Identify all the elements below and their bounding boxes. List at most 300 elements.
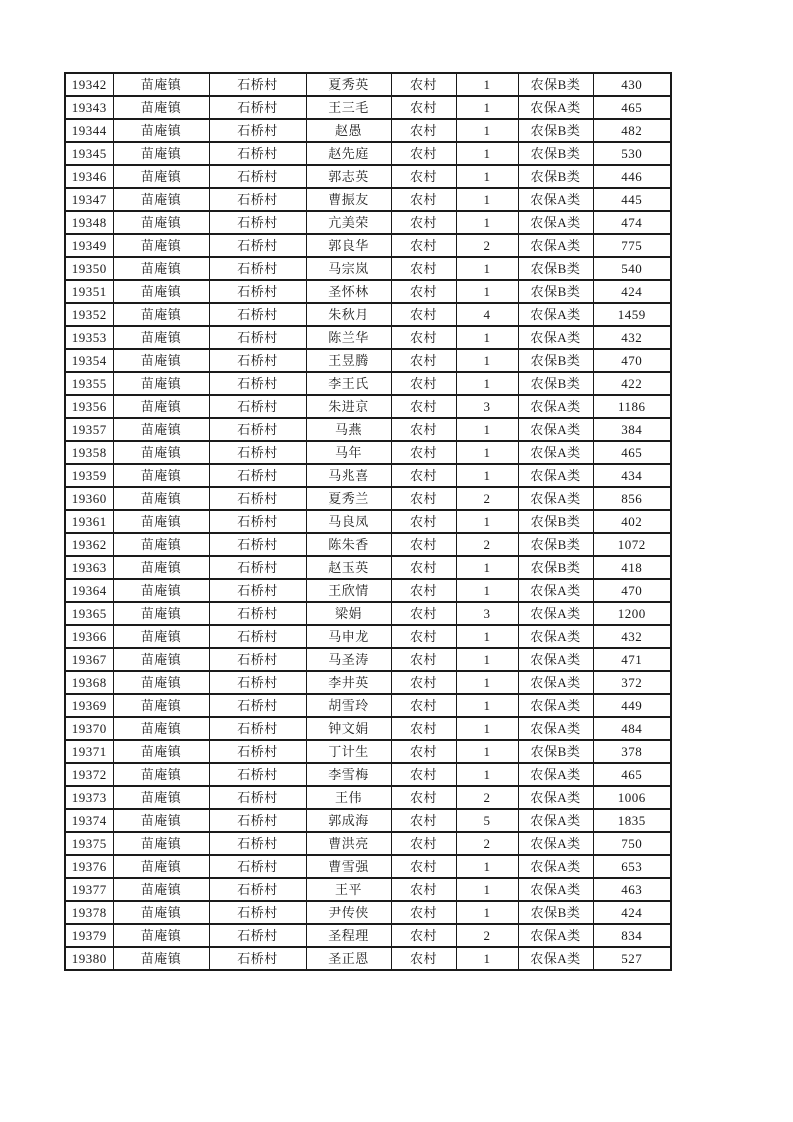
cell-village: 石桥村 (209, 464, 306, 487)
cell-town: 苗庵镇 (113, 763, 209, 786)
table-row (65, 717, 671, 740)
cell-amount: 470 (593, 349, 671, 372)
cell-village: 石桥村 (209, 855, 306, 878)
cell-town: 苗庵镇 (113, 901, 209, 924)
cell-person-count: 1 (456, 211, 518, 234)
cell-residence-type: 农村 (391, 234, 456, 257)
cell-amount: 465 (593, 441, 671, 464)
cell-amount: 1200 (593, 602, 671, 625)
cell-person-name: 赵先庭 (306, 142, 391, 165)
cell-village: 石桥村 (209, 924, 306, 947)
cell-person-count: 1 (456, 349, 518, 372)
cell-residence-type: 农村 (391, 188, 456, 211)
cell-residence-type: 农村 (391, 855, 456, 878)
cell-town: 苗庵镇 (113, 579, 209, 602)
table-row (65, 947, 671, 970)
cell-amount: 653 (593, 855, 671, 878)
table-row (65, 395, 671, 418)
cell-person-count: 1 (456, 96, 518, 119)
payment-record-table (64, 72, 672, 971)
cell-town: 苗庵镇 (113, 487, 209, 510)
cell-person-count: 3 (456, 395, 518, 418)
cell-village: 石桥村 (209, 73, 306, 96)
cell-person-name: 陈朱香 (306, 533, 391, 556)
cell-town: 苗庵镇 (113, 349, 209, 372)
table-row (65, 165, 671, 188)
cell-amount: 775 (593, 234, 671, 257)
cell-insurance-category: 农保A类 (518, 234, 593, 257)
cell-record-id: 19376 (65, 855, 113, 878)
cell-person-name: 朱秋月 (306, 303, 391, 326)
cell-village: 石桥村 (209, 648, 306, 671)
cell-insurance-category: 农保B类 (518, 119, 593, 142)
cell-village: 石桥村 (209, 510, 306, 533)
table-row (65, 280, 671, 303)
cell-person-count: 2 (456, 234, 518, 257)
table-row (65, 671, 671, 694)
table-row (65, 648, 671, 671)
cell-person-count: 1 (456, 740, 518, 763)
table-row (65, 602, 671, 625)
table-row (65, 96, 671, 119)
cell-record-id: 19374 (65, 809, 113, 832)
cell-village: 石桥村 (209, 487, 306, 510)
cell-town: 苗庵镇 (113, 648, 209, 671)
cell-town: 苗庵镇 (113, 441, 209, 464)
cell-person-count: 1 (456, 510, 518, 533)
cell-amount: 470 (593, 579, 671, 602)
cell-insurance-category: 农保A类 (518, 211, 593, 234)
cell-village: 石桥村 (209, 211, 306, 234)
cell-person-count: 1 (456, 579, 518, 602)
cell-residence-type: 农村 (391, 533, 456, 556)
cell-record-id: 19372 (65, 763, 113, 786)
cell-person-count: 1 (456, 280, 518, 303)
cell-record-id: 19344 (65, 119, 113, 142)
cell-amount: 445 (593, 188, 671, 211)
cell-residence-type: 农村 (391, 349, 456, 372)
cell-person-name: 马兆喜 (306, 464, 391, 487)
cell-amount: 471 (593, 648, 671, 671)
table-row (65, 579, 671, 602)
cell-town: 苗庵镇 (113, 96, 209, 119)
cell-insurance-category: 农保A类 (518, 441, 593, 464)
cell-person-name: 亢美荣 (306, 211, 391, 234)
cell-person-name: 圣怀林 (306, 280, 391, 303)
cell-person-count: 1 (456, 73, 518, 96)
cell-insurance-category: 农保A类 (518, 878, 593, 901)
cell-record-id: 19365 (65, 602, 113, 625)
cell-record-id: 19349 (65, 234, 113, 257)
cell-residence-type: 农村 (391, 96, 456, 119)
cell-amount: 482 (593, 119, 671, 142)
cell-person-name: 曹洪亮 (306, 832, 391, 855)
cell-person-name: 王欣情 (306, 579, 391, 602)
cell-amount: 384 (593, 418, 671, 441)
cell-village: 石桥村 (209, 372, 306, 395)
cell-village: 石桥村 (209, 671, 306, 694)
cell-person-name: 钟文娟 (306, 717, 391, 740)
cell-residence-type: 农村 (391, 924, 456, 947)
cell-village: 石桥村 (209, 947, 306, 970)
cell-town: 苗庵镇 (113, 625, 209, 648)
cell-residence-type: 农村 (391, 73, 456, 96)
cell-person-count: 1 (456, 142, 518, 165)
cell-person-name: 李井英 (306, 671, 391, 694)
cell-person-count: 1 (456, 165, 518, 188)
cell-insurance-category: 农保B类 (518, 165, 593, 188)
table-row (65, 809, 671, 832)
cell-town: 苗庵镇 (113, 211, 209, 234)
cell-person-count: 1 (456, 763, 518, 786)
table-row (65, 855, 671, 878)
cell-person-count: 1 (456, 878, 518, 901)
cell-town: 苗庵镇 (113, 694, 209, 717)
cell-village: 石桥村 (209, 234, 306, 257)
cell-person-name: 陈兰华 (306, 326, 391, 349)
cell-insurance-category: 农保A类 (518, 832, 593, 855)
cell-person-name: 曹雪强 (306, 855, 391, 878)
cell-person-count: 1 (456, 947, 518, 970)
cell-residence-type: 农村 (391, 671, 456, 694)
cell-insurance-category: 农保B类 (518, 740, 593, 763)
cell-record-id: 19359 (65, 464, 113, 487)
cell-residence-type: 农村 (391, 809, 456, 832)
cell-person-name: 马良凤 (306, 510, 391, 533)
cell-person-count: 1 (456, 648, 518, 671)
cell-person-name: 王昱腾 (306, 349, 391, 372)
cell-residence-type: 农村 (391, 510, 456, 533)
cell-record-id: 19347 (65, 188, 113, 211)
cell-residence-type: 农村 (391, 625, 456, 648)
cell-residence-type: 农村 (391, 326, 456, 349)
cell-record-id: 19355 (65, 372, 113, 395)
cell-person-name: 赵愚 (306, 119, 391, 142)
cell-village: 石桥村 (209, 740, 306, 763)
cell-person-count: 1 (456, 694, 518, 717)
table-row (65, 372, 671, 395)
table-row (65, 832, 671, 855)
cell-record-id: 19357 (65, 418, 113, 441)
cell-amount: 432 (593, 326, 671, 349)
cell-person-name: 圣正恩 (306, 947, 391, 970)
cell-village: 石桥村 (209, 786, 306, 809)
cell-amount: 834 (593, 924, 671, 947)
cell-insurance-category: 农保A类 (518, 96, 593, 119)
cell-residence-type: 农村 (391, 878, 456, 901)
cell-person-name: 丁计生 (306, 740, 391, 763)
cell-insurance-category: 农保A类 (518, 648, 593, 671)
cell-residence-type: 农村 (391, 717, 456, 740)
cell-insurance-category: 农保B类 (518, 257, 593, 280)
cell-person-count: 1 (456, 556, 518, 579)
cell-person-count: 1 (456, 119, 518, 142)
cell-town: 苗庵镇 (113, 832, 209, 855)
cell-residence-type: 农村 (391, 763, 456, 786)
table-row (65, 533, 671, 556)
cell-person-count: 1 (456, 464, 518, 487)
cell-insurance-category: 农保A类 (518, 855, 593, 878)
cell-amount: 418 (593, 556, 671, 579)
cell-amount: 856 (593, 487, 671, 510)
cell-person-count: 1 (456, 717, 518, 740)
table-row (65, 73, 671, 96)
cell-record-id: 19361 (65, 510, 113, 533)
cell-insurance-category: 农保A类 (518, 326, 593, 349)
table-body (65, 73, 671, 970)
cell-insurance-category: 农保A类 (518, 625, 593, 648)
table-row (65, 924, 671, 947)
cell-person-count: 5 (456, 809, 518, 832)
cell-residence-type: 农村 (391, 211, 456, 234)
cell-amount: 422 (593, 372, 671, 395)
cell-person-count: 1 (456, 901, 518, 924)
cell-insurance-category: 农保B类 (518, 349, 593, 372)
cell-residence-type: 农村 (391, 786, 456, 809)
cell-person-name: 郭良华 (306, 234, 391, 257)
cell-town: 苗庵镇 (113, 395, 209, 418)
cell-person-count: 4 (456, 303, 518, 326)
cell-town: 苗庵镇 (113, 418, 209, 441)
cell-amount: 372 (593, 671, 671, 694)
table-row (65, 510, 671, 533)
cell-amount: 434 (593, 464, 671, 487)
cell-town: 苗庵镇 (113, 142, 209, 165)
cell-town: 苗庵镇 (113, 671, 209, 694)
cell-person-count: 1 (456, 188, 518, 211)
cell-person-count: 1 (456, 326, 518, 349)
cell-record-id: 19373 (65, 786, 113, 809)
cell-residence-type: 农村 (391, 464, 456, 487)
cell-person-name: 王三毛 (306, 96, 391, 119)
cell-village: 石桥村 (209, 165, 306, 188)
cell-person-name: 马燕 (306, 418, 391, 441)
cell-person-count: 2 (456, 924, 518, 947)
cell-amount: 1186 (593, 395, 671, 418)
cell-town: 苗庵镇 (113, 326, 209, 349)
cell-insurance-category: 农保B类 (518, 372, 593, 395)
cell-person-count: 2 (456, 786, 518, 809)
cell-person-name: 郭志英 (306, 165, 391, 188)
cell-village: 石桥村 (209, 533, 306, 556)
cell-village: 石桥村 (209, 694, 306, 717)
cell-insurance-category: 农保B类 (518, 73, 593, 96)
cell-record-id: 19371 (65, 740, 113, 763)
cell-record-id: 19350 (65, 257, 113, 280)
cell-insurance-category: 农保B类 (518, 280, 593, 303)
cell-person-name: 尹传侠 (306, 901, 391, 924)
cell-amount: 432 (593, 625, 671, 648)
cell-residence-type: 农村 (391, 556, 456, 579)
table-row (65, 625, 671, 648)
cell-record-id: 19353 (65, 326, 113, 349)
cell-village: 石桥村 (209, 395, 306, 418)
cell-village: 石桥村 (209, 142, 306, 165)
table-row (65, 487, 671, 510)
cell-record-id: 19346 (65, 165, 113, 188)
cell-amount: 465 (593, 763, 671, 786)
cell-town: 苗庵镇 (113, 717, 209, 740)
cell-person-name: 胡雪玲 (306, 694, 391, 717)
cell-person-name: 圣程理 (306, 924, 391, 947)
cell-amount: 1006 (593, 786, 671, 809)
cell-record-id: 19348 (65, 211, 113, 234)
table-row (65, 142, 671, 165)
cell-record-id: 19366 (65, 625, 113, 648)
cell-residence-type: 农村 (391, 303, 456, 326)
cell-person-name: 李王氏 (306, 372, 391, 395)
cell-insurance-category: 农保A类 (518, 694, 593, 717)
cell-person-name: 马圣涛 (306, 648, 391, 671)
cell-person-name: 赵玉英 (306, 556, 391, 579)
cell-amount: 446 (593, 165, 671, 188)
cell-town: 苗庵镇 (113, 924, 209, 947)
cell-residence-type: 农村 (391, 648, 456, 671)
cell-insurance-category: 农保A类 (518, 303, 593, 326)
cell-person-name: 曹振友 (306, 188, 391, 211)
cell-town: 苗庵镇 (113, 786, 209, 809)
cell-town: 苗庵镇 (113, 165, 209, 188)
cell-town: 苗庵镇 (113, 740, 209, 763)
cell-record-id: 19360 (65, 487, 113, 510)
cell-town: 苗庵镇 (113, 234, 209, 257)
cell-person-count: 2 (456, 487, 518, 510)
cell-village: 石桥村 (209, 326, 306, 349)
cell-record-id: 19379 (65, 924, 113, 947)
cell-residence-type: 农村 (391, 257, 456, 280)
cell-record-id: 19351 (65, 280, 113, 303)
cell-town: 苗庵镇 (113, 878, 209, 901)
cell-town: 苗庵镇 (113, 556, 209, 579)
table-row (65, 740, 671, 763)
cell-record-id: 19352 (65, 303, 113, 326)
cell-town: 苗庵镇 (113, 372, 209, 395)
table-row (65, 901, 671, 924)
cell-town: 苗庵镇 (113, 510, 209, 533)
cell-insurance-category: 农保B类 (518, 510, 593, 533)
cell-record-id: 19370 (65, 717, 113, 740)
cell-town: 苗庵镇 (113, 257, 209, 280)
cell-record-id: 19356 (65, 395, 113, 418)
cell-amount: 750 (593, 832, 671, 855)
cell-village: 石桥村 (209, 119, 306, 142)
cell-person-count: 3 (456, 602, 518, 625)
cell-amount: 378 (593, 740, 671, 763)
table-row (65, 694, 671, 717)
cell-insurance-category: 农保A类 (518, 809, 593, 832)
cell-amount: 1459 (593, 303, 671, 326)
cell-residence-type: 农村 (391, 395, 456, 418)
cell-village: 石桥村 (209, 625, 306, 648)
cell-village: 石桥村 (209, 280, 306, 303)
cell-person-count: 1 (456, 671, 518, 694)
cell-village: 石桥村 (209, 717, 306, 740)
cell-insurance-category: 农保B类 (518, 533, 593, 556)
cell-town: 苗庵镇 (113, 303, 209, 326)
table-row (65, 556, 671, 579)
cell-insurance-category: 农保A类 (518, 188, 593, 211)
cell-insurance-category: 农保A类 (518, 487, 593, 510)
cell-person-count: 1 (456, 372, 518, 395)
cell-person-count: 1 (456, 418, 518, 441)
table-row (65, 763, 671, 786)
cell-residence-type: 农村 (391, 418, 456, 441)
cell-amount: 449 (593, 694, 671, 717)
cell-residence-type: 农村 (391, 119, 456, 142)
cell-insurance-category: 农保A类 (518, 786, 593, 809)
cell-town: 苗庵镇 (113, 855, 209, 878)
cell-town: 苗庵镇 (113, 809, 209, 832)
cell-record-id: 19345 (65, 142, 113, 165)
cell-residence-type: 农村 (391, 142, 456, 165)
table-row (65, 418, 671, 441)
cell-town: 苗庵镇 (113, 602, 209, 625)
cell-residence-type: 农村 (391, 694, 456, 717)
cell-record-id: 19362 (65, 533, 113, 556)
cell-village: 石桥村 (209, 901, 306, 924)
cell-amount: 1835 (593, 809, 671, 832)
table-row (65, 878, 671, 901)
cell-village: 石桥村 (209, 763, 306, 786)
cell-village: 石桥村 (209, 441, 306, 464)
cell-person-count: 1 (456, 625, 518, 648)
cell-village: 石桥村 (209, 579, 306, 602)
cell-record-id: 19380 (65, 947, 113, 970)
cell-record-id: 19377 (65, 878, 113, 901)
cell-town: 苗庵镇 (113, 464, 209, 487)
table-row (65, 349, 671, 372)
cell-amount: 430 (593, 73, 671, 96)
cell-person-count: 2 (456, 832, 518, 855)
cell-amount: 465 (593, 96, 671, 119)
cell-residence-type: 农村 (391, 280, 456, 303)
cell-record-id: 19343 (65, 96, 113, 119)
cell-village: 石桥村 (209, 418, 306, 441)
cell-residence-type: 农村 (391, 602, 456, 625)
cell-amount: 402 (593, 510, 671, 533)
cell-insurance-category: 农保B类 (518, 556, 593, 579)
table-row (65, 326, 671, 349)
cell-insurance-category: 农保A类 (518, 671, 593, 694)
cell-person-name: 李雪梅 (306, 763, 391, 786)
cell-village: 石桥村 (209, 96, 306, 119)
cell-person-name: 王平 (306, 878, 391, 901)
table-row (65, 464, 671, 487)
table-row (65, 188, 671, 211)
cell-insurance-category: 农保B类 (518, 142, 593, 165)
cell-record-id: 19368 (65, 671, 113, 694)
cell-town: 苗庵镇 (113, 533, 209, 556)
cell-person-count: 1 (456, 257, 518, 280)
cell-village: 石桥村 (209, 188, 306, 211)
table-row (65, 786, 671, 809)
cell-record-id: 19364 (65, 579, 113, 602)
cell-village: 石桥村 (209, 349, 306, 372)
cell-amount: 1072 (593, 533, 671, 556)
cell-record-id: 19367 (65, 648, 113, 671)
table-row (65, 119, 671, 142)
cell-amount: 463 (593, 878, 671, 901)
cell-village: 石桥村 (209, 602, 306, 625)
cell-residence-type: 农村 (391, 165, 456, 188)
table-row (65, 441, 671, 464)
cell-town: 苗庵镇 (113, 73, 209, 96)
cell-amount: 530 (593, 142, 671, 165)
cell-person-count: 1 (456, 441, 518, 464)
cell-amount: 540 (593, 257, 671, 280)
cell-record-id: 19354 (65, 349, 113, 372)
cell-person-name: 夏秀英 (306, 73, 391, 96)
